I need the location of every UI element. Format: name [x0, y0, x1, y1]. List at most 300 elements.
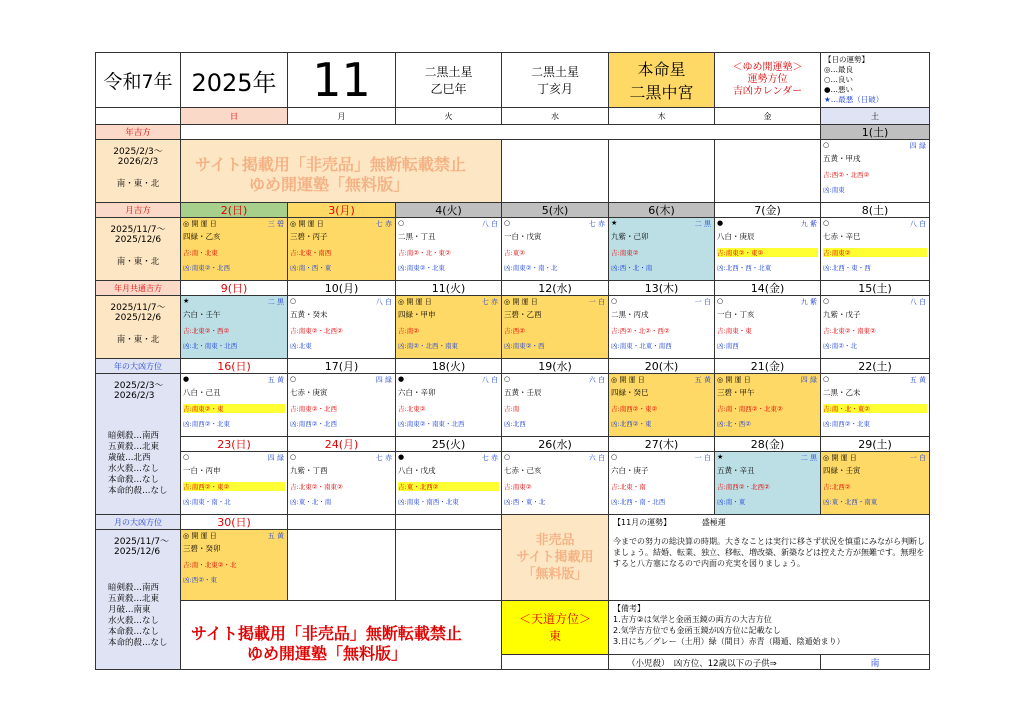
- day-cell-9: [180, 295, 288, 359]
- day-kanshi: 六白・辛卯: [398, 388, 436, 397]
- day-kanshi: 四緑・甲申: [398, 310, 436, 319]
- nen-daikyo-cell: [95, 373, 181, 515]
- day-kanshi: 九紫・戊子: [823, 310, 861, 319]
- day-star-label: 七 赤: [481, 298, 498, 306]
- day-kichi: 吉:南・北・東②: [823, 404, 927, 413]
- month-fortune-title: 【11月の運勢】: [613, 518, 672, 527]
- day-cell-27: [608, 451, 715, 515]
- day-star-label: 五 黄: [267, 532, 284, 540]
- day-kanshi: 二黒・丁丑: [398, 232, 436, 241]
- day-fortune-mark: ◎ 開 運 日: [823, 454, 857, 462]
- day-date: 6(木): [608, 202, 715, 218]
- day-star-label: 八 白: [909, 220, 926, 228]
- day-kanshi: 二黒・丙戌: [611, 310, 649, 319]
- day-fortune-mark: ○: [717, 297, 724, 305]
- day-kichi: 吉:南東②: [504, 483, 532, 491]
- day-date: 25(火): [395, 436, 502, 452]
- title-line3: 吉凶カレンダー: [732, 86, 803, 97]
- day-kanshi: 四緑・癸巳: [611, 388, 649, 397]
- day-kichi: 吉:北東②: [398, 405, 426, 413]
- day-kyo: 凶:南東②・北西: [183, 264, 231, 272]
- tenun-cell: [501, 600, 609, 655]
- tenun-blank: [501, 654, 609, 670]
- day-kanshi: 九紫・己卯: [611, 232, 649, 241]
- day-date: 17(月): [287, 358, 396, 374]
- day-date: 23(日): [180, 436, 288, 452]
- nen-kippo-label: 年吉方: [95, 124, 181, 140]
- nen-daikyo-label: 年の大凶方位: [95, 358, 181, 374]
- day-date: 12(水): [501, 280, 609, 296]
- day-kyo: 凶:南東・南西・北東: [398, 498, 459, 506]
- day-kichi: 吉:南西②・東②: [183, 482, 285, 491]
- day-kanshi: 三碧・癸卯: [183, 544, 221, 553]
- day-star-label: 二 黒: [267, 298, 284, 306]
- honmei-line1: 本命星: [637, 60, 686, 79]
- month-number-cell: [287, 52, 396, 108]
- day-date: 10(月): [287, 280, 396, 296]
- day-fortune-mark: ○: [611, 297, 618, 305]
- day-fortune-mark: ○: [290, 297, 297, 305]
- day-date: 19(水): [501, 358, 609, 374]
- nen-daikyo-item: 五黄殺…北東: [108, 442, 160, 452]
- day-cell-2: [180, 217, 288, 281]
- honmei-star-cell: [608, 52, 715, 108]
- tsuki-kippo-cell: [95, 217, 181, 281]
- nen-kippo-range2: 2026/2/3: [117, 157, 159, 167]
- day-cell-6: [608, 217, 715, 281]
- day-kanshi: 七赤・辛巳: [823, 232, 861, 241]
- day-kichi: 吉:北東・南西: [290, 249, 332, 257]
- notes-line2: 2.気学吉方位でも金函玉鏡が凶方位に記載なし: [613, 626, 781, 635]
- kyotsu-cell: [95, 295, 181, 359]
- day-kichi: 吉:北東②・南東②: [823, 327, 876, 335]
- day-fortune-mark: ★: [183, 297, 190, 305]
- day-kanshi: 五黄・辛丑: [717, 466, 755, 475]
- day-kichi: 吉:北東②・西②: [183, 327, 230, 335]
- day-kichi: 吉:南・南西②・北東②: [717, 405, 783, 413]
- kyotsu-range2: 2025/12/6: [114, 313, 162, 323]
- tenun-label: ＜天道方位＞: [518, 611, 591, 626]
- day-fortune-mark: ○: [611, 453, 618, 461]
- day-kanshi: 五黄・癸未: [290, 310, 328, 319]
- day-kichi: 吉:北東・南: [611, 483, 646, 491]
- day-kyo: 凶:南東・南・北: [183, 498, 231, 506]
- kyotsu-dirs: 南・東・北: [116, 335, 160, 345]
- day-fortune-mark: ○: [504, 453, 511, 461]
- legend-worst: ★…最悪（日破）: [824, 95, 884, 104]
- weekday-sun: 日: [180, 107, 288, 125]
- day-date: 20(木): [608, 358, 715, 374]
- notice-bottom-line1: サイト掲載用「非売品」無断転載禁止: [191, 624, 462, 643]
- day-kichi: 吉:南: [504, 405, 520, 413]
- nen-daikyo-range2: 2026/2/3: [114, 391, 155, 401]
- day-cell-7: [714, 217, 821, 281]
- day-kyo: 凶:北東: [290, 342, 312, 350]
- tsuki-daikyo-item: 本命殺…なし: [108, 627, 160, 637]
- month-fortune-header: [613, 517, 925, 528]
- day-kyo: 凶:北西・東・西: [823, 264, 871, 272]
- day-star-label: 四 緑: [909, 142, 926, 150]
- month-star-cell: [501, 52, 609, 108]
- tsuki-daikyo-item: 水火殺…なし: [108, 616, 160, 626]
- day-fortune-mark: ◎ 開 運 日: [504, 298, 538, 306]
- day-date: 8(土): [820, 202, 930, 218]
- weekday-fri: 金: [714, 107, 821, 125]
- month-star-line1: 二黒土星: [530, 65, 579, 79]
- day-star-label: 八 白: [481, 376, 498, 384]
- day-date: 22(土): [820, 358, 930, 374]
- day-kichi: 吉:南東②・北西②: [290, 327, 343, 335]
- day-star-label: 五 黄: [267, 376, 284, 384]
- day-cell-22: [820, 373, 930, 437]
- tsuki-kippo-range1: 2025/11/7～: [110, 225, 166, 235]
- day-fortune-mark: ●: [398, 375, 405, 383]
- notice-top-line1: サイト掲載用「非売品」無断転載禁止: [195, 155, 466, 174]
- day-date: 2(日): [180, 202, 288, 218]
- day-kanshi: 一白・戊寅: [504, 232, 542, 241]
- day-kyo: 凶:北西・西・北東: [717, 264, 772, 272]
- day-star-label: 五 黄: [694, 376, 711, 384]
- day-date: 3(月): [287, 202, 396, 218]
- day-cell-26: [501, 451, 609, 515]
- day-cell-30: [180, 529, 288, 601]
- day-star-label: 九 紫: [800, 220, 817, 228]
- day-cell-4: [395, 217, 502, 281]
- day-cell-11: [395, 295, 502, 359]
- day-fortune-mark: ★: [611, 219, 618, 227]
- kyotsu-range1: 2025/11/7～: [110, 303, 166, 313]
- day-cell-24: [287, 451, 396, 515]
- day-kichi: 吉:西②・北②・西②: [611, 327, 670, 335]
- day-kyo: 凶:南西②・北東: [823, 420, 871, 428]
- tsuki-daikyo-label: 月の大凶方位: [95, 514, 181, 530]
- day-kichi: 吉:西②・北西②: [823, 171, 870, 179]
- day-date: 14(金): [714, 280, 821, 296]
- day-kichi: 吉:南・北東②・北: [183, 561, 237, 569]
- day-star-label: 四 緑: [267, 454, 284, 462]
- month-fortune-body: 今までの努力の総決算の時期。大きなことは実行に移さず状況を慎重にみながら判断しましょう。結婚、転業、独立、移転、増改築、新築などは控えた方が無難です。無理をすると八方塞になるので内面の充実を図りましょう。: [613, 537, 925, 568]
- day-date: 26(水): [501, 436, 609, 452]
- day-date: 5(水): [501, 202, 609, 218]
- day-kanshi: 一白・丙申: [183, 466, 221, 475]
- year-star-line2: 乙巳年: [430, 82, 467, 96]
- nen-daikyo-item: 暗剣殺…南西: [108, 431, 160, 441]
- notes-line3: 3.日にち／グレー（土用）緑（間日）赤青（陽遁、陰遁始まり）: [613, 637, 845, 646]
- day-kanshi: 八白・戊戌: [398, 466, 436, 475]
- day-date: 18(火): [395, 358, 502, 374]
- notice-mid-cell: [501, 514, 609, 601]
- day-date: 4(火): [395, 202, 502, 218]
- day-kyo: 凶:西・東・北: [504, 498, 546, 506]
- day-date: 27(木): [608, 436, 715, 452]
- tsuki-kippo-dirs: 南・東・北: [116, 257, 160, 267]
- day-star-label: 三 碧: [267, 220, 284, 228]
- tsuki-daikyo-cell: [95, 529, 181, 670]
- day-kanshi: 八白・庚辰: [717, 232, 755, 241]
- day-cell-19: [501, 373, 609, 437]
- day-star-label: 八 白: [481, 220, 498, 228]
- day-cell-29: [820, 451, 930, 515]
- day-star-label: 一 白: [909, 454, 926, 462]
- day-date: 16(日): [180, 358, 288, 374]
- legend-title: 【日の運勢】: [824, 55, 869, 64]
- day-fortune-mark: ○: [504, 375, 511, 383]
- day-fortune-mark: ◎ 開 運 日: [611, 376, 645, 384]
- day-fortune-mark: ●: [183, 375, 190, 383]
- week1-date-strip-blank: [180, 124, 822, 140]
- blank-tue-last: [395, 529, 502, 601]
- day-kyo: 凶:南②・北西・南東: [398, 342, 459, 350]
- tsuki-kippo-range2: 2025/12/6: [114, 235, 162, 245]
- day-star-label: 一 白: [588, 298, 605, 306]
- day-kyo: 凶:南西: [717, 342, 739, 350]
- day-date: 30(日): [180, 514, 288, 530]
- day-kanshi: 七赤・己亥: [504, 466, 542, 475]
- legend-bad: ●…悪い: [824, 85, 854, 94]
- day-cell-1: [820, 139, 930, 203]
- tenun-dir: 東: [548, 628, 561, 643]
- nen-kippo-range1: 2025/2/3～: [113, 147, 163, 157]
- week1-blank-wed: [501, 139, 609, 203]
- day-cell-16: [180, 373, 288, 437]
- day-date: 9(日): [180, 280, 288, 296]
- day-cell-14: [714, 295, 821, 359]
- year-star-line1: 二黒土星: [424, 65, 473, 79]
- notice-top-line2: ゆめ開運塾「無料版」: [249, 175, 410, 194]
- day-cell-5: [501, 217, 609, 281]
- day-date: 15(土): [820, 280, 930, 296]
- legend-cell: [820, 52, 930, 108]
- day-kichi: 吉:南東②: [611, 249, 639, 257]
- day-cell-10: [287, 295, 396, 359]
- day-kanshi: 五黄・壬辰: [504, 388, 542, 397]
- western-year-cell: [180, 52, 288, 108]
- day-date: 13(木): [608, 280, 715, 296]
- day-star-label: 七 赤: [588, 220, 605, 228]
- day-kanshi: 七赤・庚寅: [290, 388, 328, 397]
- day-cell-17: [287, 373, 396, 437]
- day-star-label: 九 紫: [800, 298, 817, 306]
- day-kanshi: 九紫・丁酉: [290, 466, 328, 475]
- day-kyo: 凶:東・北西・南東: [823, 498, 878, 506]
- notice-mid-line3: 「無料版」: [522, 567, 588, 582]
- title-line1: ＜ゆめ開運塾＞: [732, 62, 803, 73]
- day-kichi: 吉:北東②・南東②: [290, 483, 343, 491]
- day-kichi: 吉:北西②: [823, 483, 851, 491]
- tsuki-daikyo-range2: 2025/12/6: [114, 547, 161, 557]
- day-cell-3: [287, 217, 396, 281]
- day-kichi: 吉:南東②: [823, 248, 927, 257]
- day-fortune-mark: ○: [504, 219, 511, 227]
- day-kyo: 凶:北西・南・北西: [611, 498, 666, 506]
- month-star-line2: 丁亥月: [536, 82, 573, 96]
- blank-date-tue: [395, 514, 502, 530]
- weekday-blank: [95, 107, 181, 125]
- day-kanshi: 四緑・乙亥: [183, 232, 221, 241]
- day-kichi: 吉:南東②・東②: [717, 248, 818, 257]
- day-kyo: 凶:南東②・北東: [398, 264, 446, 272]
- day-date: 11(火): [395, 280, 502, 296]
- day-kyo: 凶:南東②・西: [504, 342, 545, 350]
- day-kichi: 吉:東②: [504, 249, 526, 257]
- notice-mid-line2: サイト掲載用: [516, 550, 594, 565]
- day-kichi: 吉:南②: [398, 327, 420, 335]
- legend-best: ◎…最良: [824, 65, 854, 74]
- day-cell-20: [608, 373, 715, 437]
- day-kyo: 凶:北・南東・北西: [183, 342, 238, 350]
- day-fortune-mark: ○: [398, 219, 405, 227]
- day-kichi: 吉:南西②・東②: [611, 405, 658, 413]
- day-kyo: 凶:西②・東: [183, 576, 218, 584]
- day-star-label: 七 赤: [375, 454, 392, 462]
- day-cell-28: [714, 451, 821, 515]
- day-kyo: 凶:北西: [504, 420, 526, 428]
- weekday-sat: 土: [820, 107, 930, 125]
- tsuki-daikyo-item: 暗剣殺…南西: [108, 583, 160, 593]
- kyotsu-label: 年月共通吉方: [95, 280, 181, 296]
- day-kyo: 凶:北西②・東: [611, 420, 652, 428]
- day-date: 24(月): [287, 436, 396, 452]
- notes-title: 【備考】: [613, 604, 645, 613]
- tsuki-daikyo-item: 月破…南東: [108, 605, 151, 615]
- day-kanshi: 三碧・甲午: [717, 388, 755, 397]
- day-kyo: 凶:南西②・北東: [183, 420, 231, 428]
- day-star-label: 四 緑: [375, 376, 392, 384]
- day-star-label: 六 白: [588, 376, 605, 384]
- day-kanshi: 二黒・乙未: [823, 388, 861, 397]
- notes-line1: 1.吉方②は気学と金函玉鏡の両方の大吉方位: [613, 615, 772, 624]
- day-fortune-mark: ○: [823, 297, 830, 305]
- nen-daikyo-item: 歳破…北西: [108, 453, 151, 463]
- day-kyo: 凶:南②・北: [823, 342, 858, 350]
- day-fortune-mark: ●: [717, 219, 724, 227]
- day-date: 1(土): [820, 124, 930, 140]
- nen-daikyo-item: 本命殺…なし: [108, 475, 160, 485]
- nen-daikyo-item: 水火殺…なし: [108, 464, 160, 474]
- day-star-label: 八 白: [909, 298, 926, 306]
- day-cell-21: [714, 373, 821, 437]
- shoniko-dir: 南: [820, 654, 930, 670]
- blank-date-mon: [287, 514, 396, 530]
- shoniko-label: （小児殺） 凶方位、12歳以下の子供⇒: [627, 659, 777, 669]
- notice-top-cell: [180, 139, 502, 203]
- blank-mon-last: [287, 529, 396, 601]
- tsuki-daikyo-item: 五黄殺…北東: [108, 594, 160, 604]
- day-fortune-mark: ◎ 開 運 日: [183, 532, 217, 540]
- day-kichi: 吉:東・北西②: [398, 482, 499, 491]
- day-kanshi: 一白・丁亥: [717, 310, 755, 319]
- day-cell-8: [820, 217, 930, 281]
- day-kyo: 凶:西・北・南: [611, 264, 653, 272]
- day-kanshi: 六白・壬午: [183, 310, 221, 319]
- tsuki-kippo-label: 月吉方: [95, 202, 181, 218]
- day-fortune-mark: ○: [823, 375, 830, 383]
- tsuki-daikyo-item: 本命的殺…なし: [108, 638, 168, 648]
- day-kyo: 凶:南東②・南東・北西: [398, 420, 465, 428]
- nen-daikyo-range1: 2025/2/3～: [114, 381, 164, 391]
- day-fortune-mark: ◎ 開 運 日: [290, 220, 324, 228]
- day-cell-13: [608, 295, 715, 359]
- title-line2: 運勢方位: [747, 74, 788, 85]
- western-year: 2025年: [191, 68, 277, 97]
- day-kichi: 吉:南東②・北西: [290, 405, 338, 413]
- title-cell: [714, 52, 821, 108]
- day-fortune-mark: ●: [398, 453, 405, 461]
- day-star-label: 四 緑: [800, 376, 817, 384]
- day-star-label: 八 白: [375, 298, 392, 306]
- day-date: 21(金): [714, 358, 821, 374]
- day-kichi: 吉:南東・東: [717, 327, 752, 335]
- day-date: 28(金): [714, 436, 821, 452]
- day-kyo: 凶:北・西②: [717, 420, 752, 428]
- nen-kippo-cell: [95, 139, 181, 203]
- day-star-label: 七 赤: [375, 220, 392, 228]
- day-kyo: 凶:南西②・北西: [290, 420, 338, 428]
- day-kichi: 吉:西②: [504, 327, 526, 335]
- day-cell-15: [820, 295, 930, 359]
- day-fortune-mark: ○: [290, 453, 297, 461]
- notes-cell: [608, 600, 930, 655]
- month-fortune-keyword: 盛極運: [701, 518, 726, 527]
- day-date: 7(金): [714, 202, 821, 218]
- day-kichi: 吉:南②・北・東②: [398, 249, 451, 257]
- day-fortune-mark: ○: [183, 453, 190, 461]
- reiwa-year-cell: [95, 52, 181, 108]
- day-star-label: 七 赤: [481, 454, 498, 462]
- day-kyo: 凶:南東・北東・南西: [611, 342, 672, 350]
- day-kyo: 凶:東・北・南: [290, 498, 332, 506]
- day-date: 29(土): [820, 436, 930, 452]
- day-fortune-mark: ○: [823, 141, 830, 149]
- day-kichi: 吉:南・北東: [183, 249, 218, 257]
- notice-bottom-line2: ゆめ開運塾「無料版」: [247, 644, 408, 663]
- day-kanshi: 三碧・乙酉: [504, 310, 542, 319]
- month-number: 11: [312, 53, 371, 107]
- day-kichi: 吉:南東②・東: [183, 404, 285, 413]
- weekday-mon: 月: [287, 107, 396, 125]
- day-fortune-mark: ○: [823, 219, 830, 227]
- day-star-label: 五 黄: [909, 376, 926, 384]
- day-cell-12: [501, 295, 609, 359]
- day-kanshi: 四緑・壬寅: [823, 466, 861, 475]
- week1-blank-fri: [714, 139, 821, 203]
- weekday-thu: 木: [608, 107, 715, 125]
- notice-bottom-cell: [180, 600, 502, 670]
- year-star-cell: [395, 52, 502, 108]
- day-cell-18: [395, 373, 502, 437]
- day-cell-25: [395, 451, 502, 515]
- honmei-line2: 二黒中宮: [629, 83, 694, 102]
- day-kichi: 吉:南西②・北西②: [717, 483, 770, 491]
- tsuki-daikyo-list: [108, 583, 180, 649]
- day-fortune-mark: ◎ 開 運 日: [717, 376, 751, 384]
- weekday-wed: 水: [501, 107, 609, 125]
- reiwa-year: 令和7年: [103, 70, 173, 93]
- day-kanshi: 五黄・甲戌: [823, 154, 861, 163]
- legend-good: ○…良い: [824, 75, 854, 84]
- day-kyo: 凶:南東: [823, 186, 845, 194]
- weekday-tue: 火: [395, 107, 502, 125]
- day-star-label: 二 黒: [694, 220, 711, 228]
- day-kyo: 凶:南東②・南・北: [504, 264, 558, 272]
- week1-blank-thu: [608, 139, 715, 203]
- month-fortune-cell: [608, 514, 930, 601]
- day-fortune-mark: ★: [717, 453, 724, 461]
- tsuki-daikyo-range1: 2025/11/7～: [114, 537, 170, 547]
- nen-daikyo-list: [108, 431, 180, 497]
- day-fortune-mark: ◎ 開 運 日: [398, 298, 432, 306]
- day-star-label: 二 黒: [800, 454, 817, 462]
